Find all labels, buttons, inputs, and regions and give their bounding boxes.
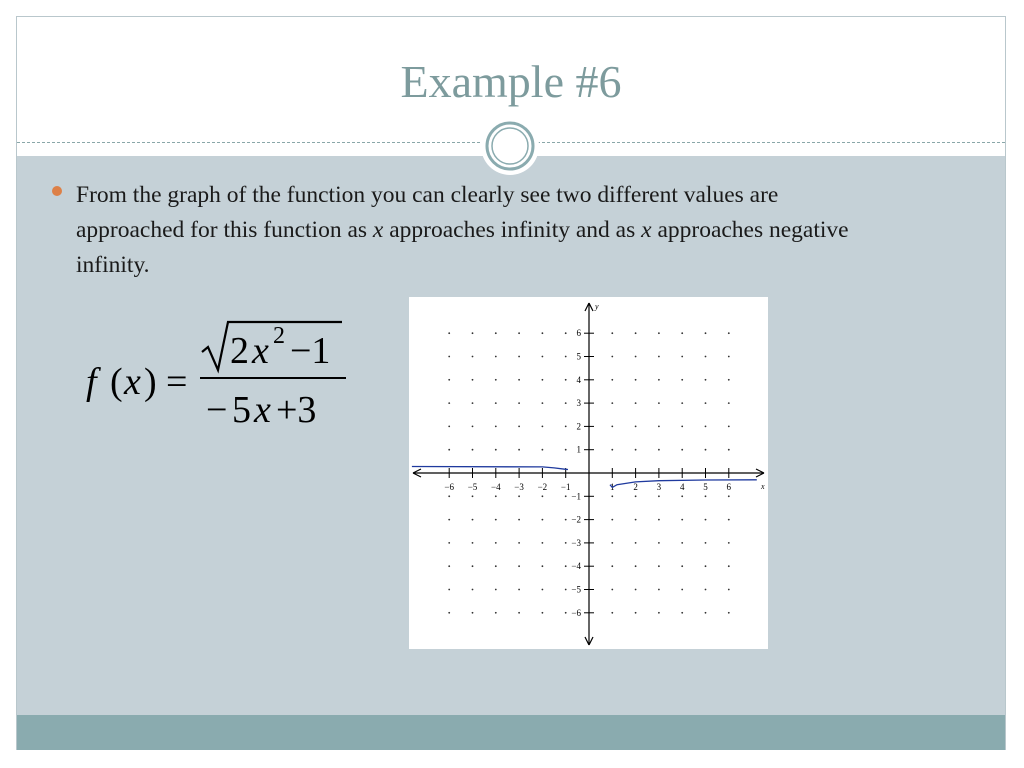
grid-dot	[565, 565, 567, 567]
grid-dot	[728, 495, 730, 497]
grid-dot	[472, 426, 474, 428]
grid-dot	[472, 519, 474, 521]
grid-dot	[518, 519, 520, 521]
graph-panel	[409, 297, 768, 649]
grid-dot	[658, 565, 660, 567]
grid-dot	[495, 426, 497, 428]
grid-dot	[518, 379, 520, 381]
x-axis-label: x	[761, 482, 765, 491]
grid-dot	[635, 589, 637, 591]
grid-dot	[495, 332, 497, 334]
grid-dot	[495, 589, 497, 591]
x-tick-label: −5	[467, 482, 478, 492]
grid-dot	[448, 565, 450, 567]
grid-dot	[472, 379, 474, 381]
grid-dot	[495, 519, 497, 521]
grid-dot	[518, 449, 520, 451]
function-formula	[80, 300, 380, 440]
grid-dot	[565, 542, 567, 544]
bullet-text-part2: approaches infinity and as	[383, 217, 642, 243]
grid-dot	[611, 495, 613, 497]
grid-dot	[681, 449, 683, 451]
y-axis-label: y	[595, 302, 599, 311]
grid-dot	[495, 449, 497, 451]
x-tick-label: 3	[656, 482, 662, 492]
grid-dot	[635, 332, 637, 334]
grid-dot	[705, 426, 707, 428]
bullet-var-x1: x	[372, 217, 384, 243]
function-graph	[409, 297, 768, 649]
grid-dot	[565, 495, 567, 497]
grid-dot	[658, 449, 660, 451]
grid-dot	[495, 542, 497, 544]
x-tick-label: −4	[491, 482, 501, 492]
grid-dot	[611, 565, 613, 567]
grid-dot	[658, 332, 660, 334]
grid-dot	[518, 495, 520, 497]
grid-dot	[448, 542, 450, 544]
grid-dot	[472, 332, 474, 334]
grid-dot	[635, 379, 637, 381]
grid-dot	[658, 612, 660, 614]
grid-dot	[542, 589, 544, 591]
grid-dot	[681, 402, 683, 404]
grid-dot	[705, 589, 707, 591]
grid-dot	[542, 379, 544, 381]
grid-dot	[565, 356, 567, 358]
grid-dot	[635, 356, 637, 358]
grid-dot	[518, 426, 520, 428]
grid-dot	[542, 402, 544, 404]
grid-dot	[565, 519, 567, 521]
grid-dot	[705, 612, 707, 614]
grid-dot	[448, 426, 450, 428]
formula-den-rest: +3	[276, 389, 317, 431]
grid-dot	[495, 612, 497, 614]
y-tick-label: −4	[571, 561, 581, 572]
grid-dot	[705, 402, 707, 404]
grid-dot	[705, 379, 707, 381]
grid-dot	[705, 565, 707, 567]
grid-dot	[611, 449, 613, 451]
grid-dot	[472, 542, 474, 544]
grid-dot	[635, 449, 637, 451]
grid-dot	[518, 332, 520, 334]
grid-dot	[518, 612, 520, 614]
grid-dot	[635, 402, 637, 404]
grid-dot	[635, 426, 637, 428]
grid-dot	[705, 332, 707, 334]
grid-dot	[705, 449, 707, 451]
circle-ornament-icon	[480, 116, 540, 176]
formula-num-coef: 2	[230, 330, 249, 372]
y-tick-label: 1	[576, 444, 581, 455]
grid-dot	[705, 519, 707, 521]
grid-dot	[681, 379, 683, 381]
formula-close-paren: )	[144, 361, 157, 403]
formula-x: x	[124, 361, 141, 403]
grid-dot	[681, 356, 683, 358]
grid-dot	[542, 449, 544, 451]
grid-dot	[658, 542, 660, 544]
grid-dot	[565, 589, 567, 591]
grid-dot	[565, 612, 567, 614]
bullet-text-part1: From the graph of the function you can clearly see two different values are approached for this function as	[76, 182, 779, 243]
formula-den-minus: −	[206, 389, 228, 431]
grid-dot	[472, 402, 474, 404]
grid-dot	[448, 332, 450, 334]
bullet-text	[76, 178, 876, 283]
grid-dot	[611, 542, 613, 544]
grid-dot	[542, 612, 544, 614]
grid-dot	[542, 519, 544, 521]
bullet-var-x2: x	[641, 217, 652, 243]
formula-num-rest: −1	[290, 330, 331, 372]
grid-dot	[542, 426, 544, 428]
grid-dot	[635, 542, 637, 544]
grid-dot	[658, 519, 660, 521]
grid-dot	[565, 379, 567, 381]
grid-dot	[448, 519, 450, 521]
grid-dot	[611, 589, 613, 591]
grid-dot	[635, 612, 637, 614]
formula-den-var: x	[254, 389, 271, 431]
grid-dot	[681, 495, 683, 497]
grid-dot	[681, 565, 683, 567]
grid-dot	[635, 565, 637, 567]
curve-left-branch	[412, 467, 568, 470]
y-tick-label: 5	[576, 351, 581, 362]
grid-dot	[728, 612, 730, 614]
grid-dot	[448, 612, 450, 614]
formula-f: f	[86, 361, 97, 403]
grid-dot	[681, 519, 683, 521]
grid-dot	[611, 519, 613, 521]
grid-dot	[611, 332, 613, 334]
grid-dot	[705, 542, 707, 544]
grid-dot	[705, 495, 707, 497]
grid-dot	[705, 356, 707, 358]
grid-dot	[611, 379, 613, 381]
grid-dot	[472, 356, 474, 358]
grid-dot	[635, 519, 637, 521]
grid-dot	[728, 519, 730, 521]
grid-dot	[611, 426, 613, 428]
formula-num-exp: 2	[273, 323, 285, 349]
grid-dot	[728, 426, 730, 428]
x-tick-label: 6	[726, 482, 732, 492]
grid-dot	[658, 589, 660, 591]
grid-dot	[611, 402, 613, 404]
x-tick-label: −6	[444, 482, 454, 492]
grid-dot	[611, 612, 613, 614]
grid-dot	[542, 356, 544, 358]
grid-dot	[542, 495, 544, 497]
grid-dot	[542, 332, 544, 334]
grid-dot	[472, 589, 474, 591]
grid-dot	[542, 542, 544, 544]
grid-dot	[542, 565, 544, 567]
grid-dot	[495, 356, 497, 358]
grid-dot	[611, 356, 613, 358]
x-tick-label: −3	[514, 482, 524, 492]
bullet-text-part3: approaches negative infinity.	[76, 217, 849, 278]
grid-dot	[565, 332, 567, 334]
x-tick-label: 1	[610, 482, 615, 492]
y-tick-label: −2	[571, 514, 581, 525]
grid-dot	[681, 332, 683, 334]
grid-dot	[728, 332, 730, 334]
grid-dot	[681, 589, 683, 591]
grid-dot	[565, 402, 567, 404]
grid-dot	[495, 402, 497, 404]
grid-dot	[681, 612, 683, 614]
grid-dot	[728, 565, 730, 567]
formula-num-var: x	[252, 330, 269, 372]
y-tick-label: −1	[571, 491, 581, 502]
grid-dot	[681, 426, 683, 428]
grid-dot	[518, 402, 520, 404]
grid-dot	[635, 495, 637, 497]
grid-dot	[472, 449, 474, 451]
x-tick-label: 4	[679, 482, 685, 492]
grid-dot	[495, 565, 497, 567]
x-tick-label: −2	[537, 482, 548, 492]
grid-dot	[658, 495, 660, 497]
grid-dot	[448, 589, 450, 591]
grid-dot	[728, 356, 730, 358]
y-tick-label: −5	[571, 584, 581, 595]
y-tick-label: −3	[571, 537, 581, 548]
grid-dot	[728, 402, 730, 404]
y-tick-label: −6	[571, 607, 581, 618]
y-tick-label: 4	[576, 374, 581, 385]
grid-dot	[565, 449, 567, 451]
grid-dot	[728, 449, 730, 451]
grid-dot	[448, 449, 450, 451]
grid-dot	[472, 612, 474, 614]
grid-dot	[448, 379, 450, 381]
grid-dot	[472, 565, 474, 567]
formula-den-coef: 5	[232, 389, 251, 431]
slide-title: Example #6	[400, 56, 622, 107]
grid-dot	[448, 495, 450, 497]
grid-dot	[681, 542, 683, 544]
grid-dot	[658, 379, 660, 381]
grid-dot	[518, 542, 520, 544]
grid-dot	[728, 542, 730, 544]
grid-dot	[448, 402, 450, 404]
grid-dot	[658, 402, 660, 404]
grid-dot	[728, 379, 730, 381]
grid-dot	[518, 356, 520, 358]
formula-equals: =	[166, 361, 188, 403]
grid-dot	[495, 495, 497, 497]
grid-dot	[495, 379, 497, 381]
formula-open-paren: (	[110, 361, 123, 403]
footer-bar	[17, 715, 1005, 750]
grid-dot	[728, 589, 730, 591]
x-tick-label: 5	[703, 482, 708, 492]
grid-dot	[472, 495, 474, 497]
grid-dot	[518, 589, 520, 591]
x-tick-label: 2	[633, 482, 638, 492]
bullet-dot	[52, 186, 62, 196]
grid-dot	[518, 565, 520, 567]
grid-dot	[658, 426, 660, 428]
grid-dot	[448, 356, 450, 358]
y-tick-label: 2	[576, 421, 581, 432]
y-tick-label: 6	[576, 328, 581, 339]
y-tick-label: 3	[576, 398, 581, 409]
x-tick-label: −1	[560, 482, 571, 492]
grid-dot	[565, 426, 567, 428]
grid-dot	[658, 356, 660, 358]
